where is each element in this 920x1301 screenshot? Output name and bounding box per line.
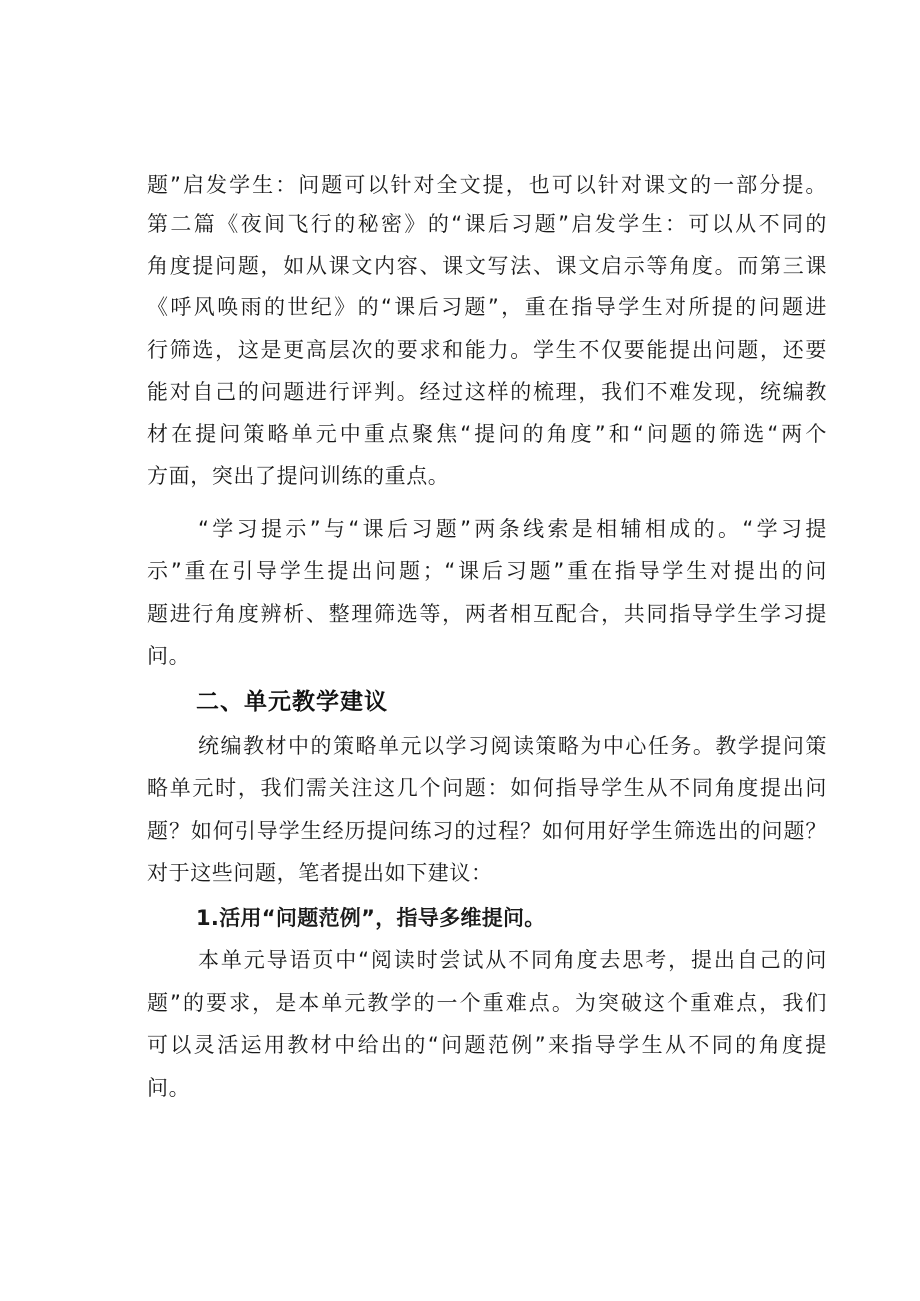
paragraph-1-line-2: 第二篇《夜间飞行的秘密》的“课后习题”启发学生：可以从不同的 — [147, 212, 827, 236]
paragraph-1-line-4: 《呼风唤雨的世纪》的“课后习题”，重在指导学生对所提的问题进 — [147, 295, 827, 319]
paragraph-3-line-4: 对于这些问题，笔者提出如下建议： — [147, 861, 493, 885]
paragraph-1-line-1: 题”启发学生：问题可以针对全文提，也可以针对课文的一部分提。 — [147, 173, 827, 197]
paragraph-4-line-3: 可以灵活运用教材中给出的“问题范例”来指导学生从不同的角度提 — [147, 1033, 827, 1057]
paragraph-4-line-4: 问。 — [147, 1076, 191, 1100]
paragraph-3-line-2: 略单元时，我们需关注这几个问题：如何指导学生从不同角度提出问 — [147, 776, 827, 800]
paragraph-2-line-4: 问。 — [147, 644, 191, 668]
paragraph-4-line-2: 题”的要求，是本单元教学的一个重难点。为突破这个重难点，我们 — [147, 991, 827, 1015]
paragraph-2-line-1: “学习提示”与“课后习题”两条线索是相辅相成的。“学习提 — [198, 517, 827, 541]
section-heading: 二、单元教学建议 — [196, 689, 388, 715]
paragraph-1-line-6: 能对自己的问题进行评判。经过这样的梳理，我们不难发现，统编教 — [147, 380, 827, 404]
paragraph-1-line-5: 行筛选，这是更高层次的要求和能力。学生不仅要能提出问题，还要 — [147, 338, 827, 362]
sub-heading: 1.活用“问题范例”，指导多维提问。 — [196, 906, 546, 930]
paragraph-3-line-1: 统编教材中的策略单元以学习阅读策略为中心任务。教学提问策 — [198, 734, 827, 758]
paragraph-1-line-3: 角度提问题，如从课文内容、课文写法、课文启示等角度。而第三课 — [147, 254, 827, 278]
paragraph-4-line-1: 本单元导语页中“阅读时尝试从不同角度去思考，提出自己的问 — [198, 948, 827, 972]
paragraph-2-line-3: 题进行角度辨析、整理筛选等，两者相互配合，共同指导学生学习提 — [147, 602, 827, 626]
paragraph-2-line-2: 示”重在引导学生提出问题；“课后习题”重在指导学生对提出的问 — [147, 559, 827, 583]
paragraph-1-line-8: 方面，突出了提问训练的重点。 — [147, 464, 450, 488]
paragraph-3-line-3: 题？如何引导学生经历提问练习的过程？如何用好学生筛选出的问题？ — [147, 819, 827, 843]
paragraph-1-line-7: 材在提问策略单元中重点聚焦“提问的角度”和“问题的筛选“两个 — [147, 422, 827, 446]
